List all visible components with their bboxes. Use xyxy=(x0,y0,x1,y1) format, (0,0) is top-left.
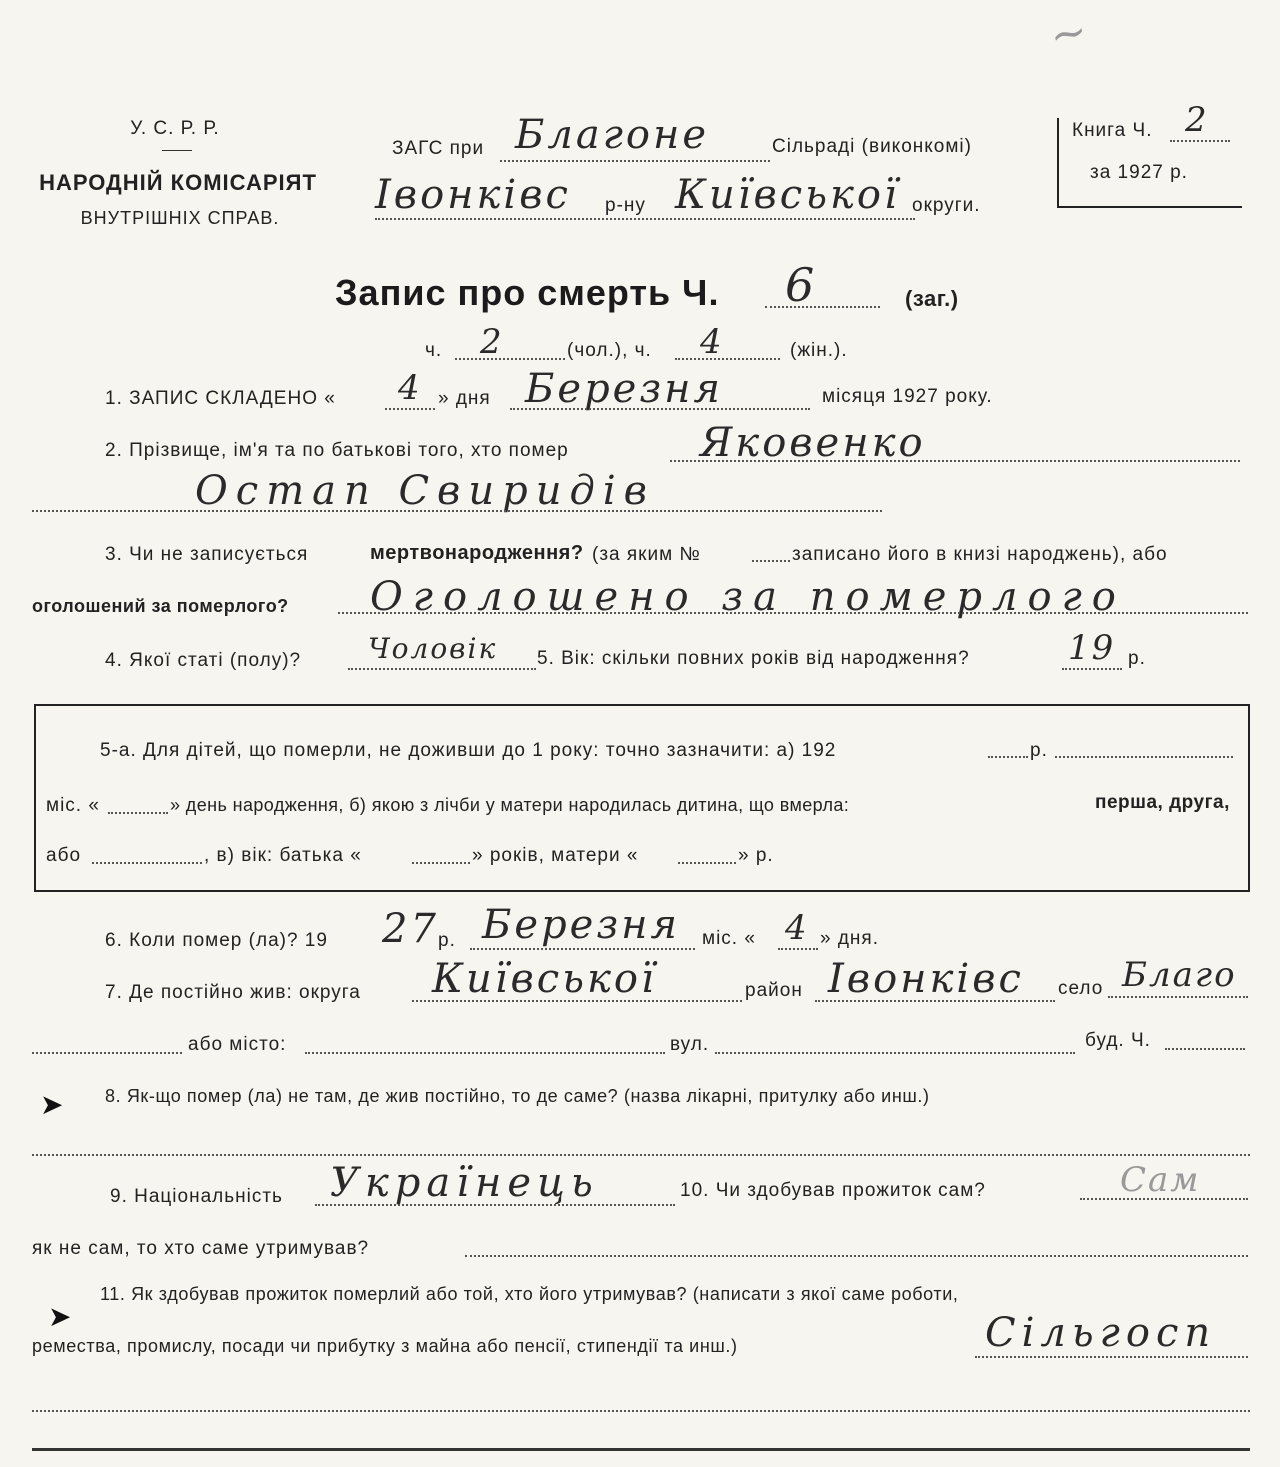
district-line xyxy=(375,218,915,220)
f11-value-line xyxy=(975,1356,1248,1358)
zags-prefix: ЗАГС при xyxy=(392,138,485,159)
female-count-line xyxy=(675,358,780,360)
record-number-line xyxy=(765,306,880,308)
district-value: Івонківс xyxy=(375,172,571,218)
okrug-value: Київської xyxy=(675,172,900,218)
f1-month-line xyxy=(510,408,810,410)
commissariat-label: НАРОДНІЙ КОМІСАРІЯТ xyxy=(39,170,317,195)
record-total-suffix: (заг.) xyxy=(905,286,959,311)
f5a-line2-bold: перша, друга, xyxy=(1095,792,1230,813)
margin-arrow-mark: ➤ xyxy=(40,1088,64,1121)
okrug-label: округи. xyxy=(912,195,981,216)
f11-line1: 11. Як здобував прожиток померлий або той, хто його утримував? (написати з якої саме роботи, xyxy=(100,1284,959,1304)
f7-selo: Благо xyxy=(1122,955,1237,995)
district-label: р-ну xyxy=(605,195,646,216)
male-count-line xyxy=(455,358,565,360)
f7-bud-line xyxy=(1165,1048,1245,1050)
f5a-line1: 5-а. Для дітей, що померли, не доживши до 1 року: точно зазначити: а) 192 xyxy=(100,740,837,761)
f5a-line1-end: р. xyxy=(1030,740,1048,761)
f7-raion-line xyxy=(815,1000,1055,1002)
f10-value-line xyxy=(1080,1198,1248,1200)
record-number: 6 xyxy=(785,258,818,312)
male-count: 2 xyxy=(480,322,504,362)
f2-name: Остап Свиридів xyxy=(195,468,655,514)
f5a-line3-d: » р. xyxy=(738,845,774,866)
female-suffix: (жін.). xyxy=(790,340,848,361)
f7-street-line xyxy=(715,1052,1075,1054)
margin-arrow-mark-2: ➤ xyxy=(48,1300,72,1333)
f5a-month-line xyxy=(108,812,168,814)
ch-label: ч. xyxy=(425,340,443,361)
f7-pre-city-line xyxy=(32,1052,182,1054)
f1-day-line xyxy=(385,408,435,410)
f7-label: 7. Де постійно жив: округа xyxy=(105,982,361,1003)
zags-village-line xyxy=(500,160,770,162)
f3-label-b: (за яким № xyxy=(592,544,701,565)
f1-suffix: місяця 1927 року. xyxy=(822,386,993,407)
department-label: ВНУТРІШНІХ СПРАВ. xyxy=(80,208,280,228)
f3-label-d: оголошений за померлого? xyxy=(32,596,289,616)
f10-value: Сам xyxy=(1120,1160,1201,1200)
f9-value: Українець xyxy=(330,1160,599,1206)
zags-village-value: Благоне xyxy=(515,112,710,158)
f7-raion-label: район xyxy=(745,980,803,1001)
f5a-line3-b: , в) вік: батька « xyxy=(204,845,362,866)
f5a-father-line xyxy=(412,862,470,864)
f7-city-line xyxy=(305,1052,665,1054)
f7-city-label: або місто: xyxy=(188,1034,287,1055)
f6-year: 27 xyxy=(382,906,439,952)
f5a-line2-a: міс. « xyxy=(46,795,100,816)
f5a-line1-tail xyxy=(1055,756,1233,758)
f4-value-line xyxy=(348,668,536,670)
f5-suffix: р. xyxy=(1128,648,1146,669)
f6-month-line xyxy=(470,948,695,950)
f7-okrug-line xyxy=(412,1000,742,1002)
f8-line xyxy=(32,1154,1250,1156)
f3-label-a: 3. Чи не записується xyxy=(105,544,309,565)
f10-label: 10. Чи здобував прожиток сам? xyxy=(680,1180,986,1201)
f2-surname: Яковенко xyxy=(700,420,926,466)
f11-value: Сільгосп xyxy=(985,1310,1217,1356)
f6-day: 4 xyxy=(785,908,809,948)
f7-bud-label: буд. Ч. xyxy=(1085,1030,1151,1051)
f2-name-line xyxy=(32,510,882,512)
f10-label-b: як не сам, то хто саме утримував? xyxy=(32,1238,370,1259)
f1-day: 4 xyxy=(398,368,422,408)
f5a-year-line xyxy=(988,756,1028,758)
state-label: У. С. Р. Р. xyxy=(130,118,220,139)
corner-scribble: ~ xyxy=(1045,4,1094,63)
f6-month: Березня xyxy=(482,902,680,948)
f1-month: Березня xyxy=(525,366,723,412)
f5a-order-line xyxy=(92,862,202,864)
bottom-rule xyxy=(32,1448,1250,1451)
f6-label: 6. Коли помер (ла)? 19 xyxy=(105,930,328,951)
f9-label: 9. Національність xyxy=(110,1186,283,1207)
f8-label: 8. Як-що помер (ла) не там, де жив постійно, то де саме? (назва лікарні, притулку або инш.) xyxy=(105,1086,930,1106)
f5-value-line xyxy=(1062,668,1122,670)
f5a-line2-b: » день народження, б) якою з лічби у матери народилась дитина, що вмерла: xyxy=(170,795,850,815)
f2-label: 2. Прізвище, ім'я та по батькові того, хто помер xyxy=(105,440,569,461)
f10-b-line xyxy=(465,1255,1248,1257)
female-count: 4 xyxy=(700,322,724,362)
zags-suffix: Сільраді (виконкомі) xyxy=(772,136,972,157)
f3-value-line xyxy=(338,612,1248,614)
f3-value: Оголошено за померлого xyxy=(370,574,1126,620)
book-number: 2 xyxy=(1185,100,1209,140)
book-label: Книга Ч. xyxy=(1072,120,1153,141)
f6-mis: міс. « xyxy=(702,928,756,949)
f5a-line3-c: » років, матери « xyxy=(472,845,639,866)
f6-day-line xyxy=(778,948,818,950)
f4-value: Чоловік xyxy=(368,632,498,665)
f11-line-2 xyxy=(32,1410,1250,1412)
f7-okrug: Київської xyxy=(432,956,657,1002)
record-title: Запис про смерть Ч. xyxy=(335,272,720,313)
f5a-mother-line xyxy=(678,862,736,864)
f7-street-label: вул. xyxy=(670,1034,710,1055)
f11-line2: ремества, промислу, посади чи прибутку з майна або пенсії, стипендії та инш.) xyxy=(32,1336,738,1356)
f7-selo-line xyxy=(1108,996,1248,998)
f7-raion: Івонківс xyxy=(828,956,1024,1002)
f5-value: 19 xyxy=(1068,628,1116,668)
f3-bold: мертвонародження? xyxy=(370,542,584,564)
f7-selo-label: село xyxy=(1058,978,1104,999)
f9-value-line xyxy=(315,1204,675,1206)
f1-prefix: 1. ЗАПИС СКЛАДЕНО « xyxy=(105,388,336,409)
f3-label-c: записано його в книзі народжень), або xyxy=(792,544,1168,565)
f6-r: р. xyxy=(438,930,456,951)
f4-label: 4. Якої статі (полу)? xyxy=(105,650,302,671)
f1-mid: » дня xyxy=(438,388,491,409)
f2-surname-line xyxy=(670,460,1240,462)
f5a-line3-a: або xyxy=(46,845,82,866)
f6-end: » дня. xyxy=(820,928,879,949)
book-number-line xyxy=(1170,140,1230,142)
f5-label: 5. Вік: скільки повних років від народження? xyxy=(537,648,970,669)
male-suffix: (чол.), ч. xyxy=(567,340,652,361)
book-year: за 1927 р. xyxy=(1090,162,1188,183)
f3-number-line xyxy=(752,560,790,562)
header-divider xyxy=(162,150,192,151)
